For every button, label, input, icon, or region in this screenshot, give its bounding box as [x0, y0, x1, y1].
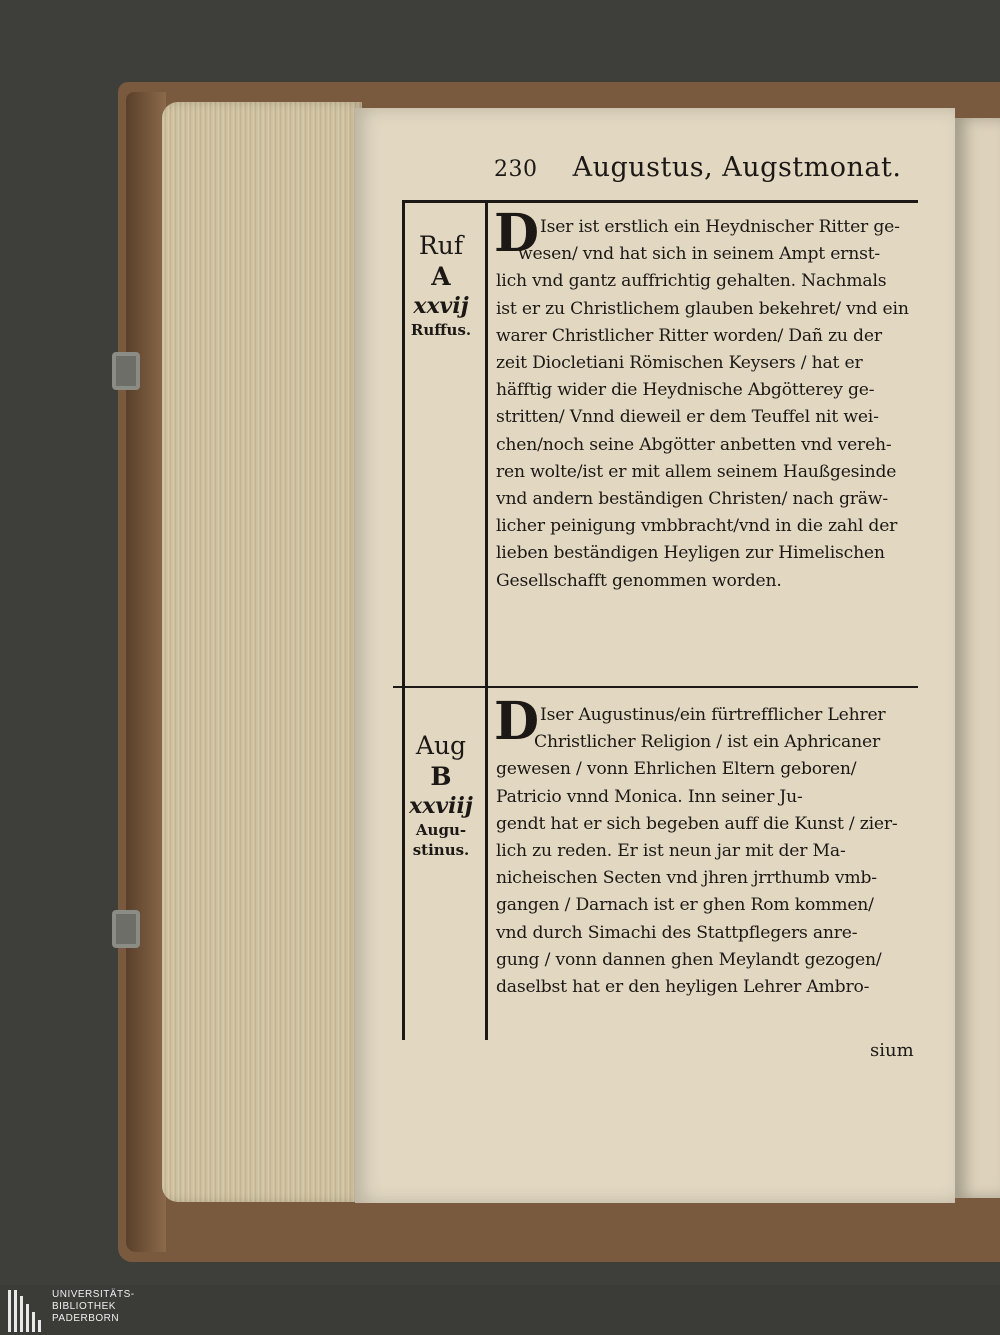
library-logo-icon — [8, 1290, 44, 1332]
text-line: gendt hat er sich begeben auff die Kunst / zier- — [496, 813, 898, 834]
drop-capital: D — [494, 691, 540, 752]
text-line: ren wolte/ist er mit allem seinem Haußgesinde — [496, 461, 897, 482]
text-line: zeit Diocletiani Römischen Keysers / hat er — [496, 353, 863, 374]
text-line: gangen / Darnach ist er ghen Rom kommen/ — [496, 895, 874, 916]
library-name — [52, 1289, 135, 1325]
entry-text-ruffus — [496, 214, 909, 595]
page-stack-edge — [162, 102, 362, 1202]
text-line: stritten/ Vnnd dieweil er dem Teuffel nit wei- — [496, 407, 879, 428]
library-name-line: BIBLIOTHEK — [52, 1301, 116, 1312]
text-line: wesen/ vnd hat sich in seinem Ampt ernst- — [518, 244, 881, 265]
text-line: lich vnd gantz auffrichtig gehalten. Nachmals — [496, 271, 887, 292]
book-spine — [126, 92, 166, 1252]
text-line: Iser ist erstlich ein Heydnischer Ritter ge- — [540, 217, 900, 237]
text-line: gewesen / vonn Ehrlichen Eltern geboren/ — [496, 759, 857, 780]
text-line: Gesellschafft genommen worden. — [496, 570, 782, 591]
day-numeral: xxviij — [409, 793, 473, 819]
drop-capital: D — [494, 203, 540, 264]
text-line: Christlicher Religion / ist ein Aphricaner — [534, 732, 880, 753]
saint-name: stinus. — [412, 841, 470, 859]
text-line: licher peinigung vmbbracht/vnd in die zahl der — [496, 516, 898, 537]
dominical-letter: A — [431, 262, 451, 291]
margin-entry-augustinus — [396, 730, 486, 860]
running-header — [494, 152, 901, 183]
day-numeral: xxvij — [413, 293, 469, 319]
top-rule — [402, 200, 918, 203]
margin-entry-ruffus — [396, 230, 486, 340]
text-line: Iser Augustinus/ein fürtrefflicher Lehrer — [540, 705, 886, 725]
catchword: sium — [870, 1040, 914, 1061]
footer-logo-bar — [0, 1285, 1000, 1335]
text-line: warer Christlicher Ritter worden/ Dañ zu der — [496, 325, 882, 346]
text-line: lieben beständigen Heyligen zur Himelischen — [496, 543, 885, 564]
text-line: nicheischen Secten vnd jhren jrrthumb vmb- — [496, 868, 877, 889]
text-line: vnd durch Simachi des Stattpflegers anre- — [496, 922, 858, 943]
page-number: 230 — [494, 157, 538, 182]
margin-abbr: Aug — [415, 731, 467, 760]
library-name-line: UNIVERSITÄTS- — [52, 1289, 135, 1300]
text-line: häfftig wider die Heydnische Abgötterey ge- — [496, 380, 875, 401]
text-line: ist er zu Christlichem glauben bekehret/ vnd ein — [496, 298, 909, 319]
facing-page-edge — [955, 118, 1000, 1198]
text-line: daselbst hat er den heyligen Lehrer Ambro- — [496, 977, 870, 998]
text-line: gung / vonn dannen ghen Meylandt gezogen/ — [496, 949, 882, 970]
saint-name: Ruffus. — [410, 321, 472, 339]
page-title: Augustus, Augstmonat. — [572, 152, 902, 183]
margin-abbr: Ruf — [418, 231, 464, 260]
clasp-bottom-icon — [112, 910, 140, 948]
saint-name: Augu- — [415, 821, 467, 839]
library-name-line: PADERBORN — [52, 1313, 120, 1324]
entry-separator-rule — [393, 686, 918, 688]
dominical-letter: B — [430, 762, 452, 791]
text-line: chen/noch seine Abgötter anbetten vnd vereh- — [496, 434, 892, 455]
text-line: Patricio vnnd Monica. Inn seiner Ju- — [496, 786, 803, 807]
text-line: vnd andern beständigen Christen/ nach gräw- — [496, 489, 888, 510]
clasp-top-icon — [112, 352, 140, 390]
text-line: lich zu reden. Er ist neun jar mit der Ma- — [496, 841, 846, 862]
entry-text-augustinus — [496, 702, 898, 1001]
